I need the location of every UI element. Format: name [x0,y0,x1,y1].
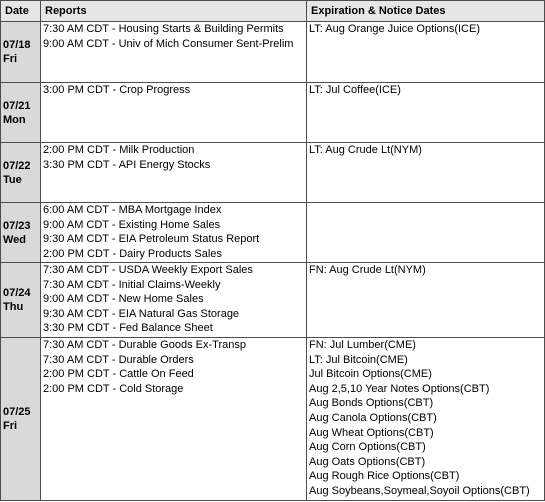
expiration-item: LT: Jul Bitcoin(CME) [309,353,408,366]
reports-cell [41,22,307,83]
reports-cell [41,338,307,501]
expiration-item: Aug Oats Options(CBT) [309,455,426,468]
expiration-cell [307,22,545,83]
report-item: 2:00 PM CDT - Milk Production [43,144,195,156]
report-item: 7:30 AM CDT - USDA Weekly Export Sales [43,264,253,276]
report-item: 9:00 AM CDT - New Home Sales [43,293,204,306]
report-item: 2:00 PM CDT - Dairy Products Sales [43,247,222,260]
table-row [1,143,545,203]
expiration-item: FN: Jul Lumber(CME) [309,339,416,351]
table-row [1,22,545,83]
expiration-item: Aug Bonds Options(CBT) [309,397,434,410]
date-cell [1,203,41,263]
date-cell [1,263,41,338]
expiration-column-header: Expiration & Notice Dates [307,1,545,22]
report-item: 9:30 AM CDT - EIA Natural Gas Storage [43,307,240,320]
expiration-cell [307,203,545,263]
reports-cell [41,203,307,263]
calendar-body [1,22,545,501]
expiration-cell [307,83,545,143]
table-row [1,338,545,501]
weekday-label: Tue [3,173,22,186]
report-item: 6:00 AM CDT - MBA Mortgage Index [43,204,222,216]
date-cell [1,338,41,501]
reports-cell [41,83,307,143]
weekday-label: Fri [3,420,18,432]
date-label: 07/23 [3,219,31,232]
report-item: 2:00 PM CDT - Cattle On Feed [43,368,194,381]
expiration-item: Aug Wheat Options(CBT) [309,426,434,439]
expiration-item: Aug Rough Rice Options(CBT) [309,470,460,483]
report-item: 3:30 PM CDT - Fed Balance Sheet [43,322,213,335]
weekday-label: Mon [3,113,26,126]
report-item: 3:30 PM CDT - API Energy Stocks [43,158,211,171]
expiration-item: LT: Aug Crude Lt(NYM) [309,144,422,156]
date-label: 07/21 [3,99,31,112]
table-row [1,203,545,263]
reports-column-header: Reports [41,1,307,22]
date-label: 07/22 [3,159,31,172]
reports-cell [41,143,307,203]
reports-cell [41,263,307,338]
expiration-item: Aug Corn Options(CBT) [309,441,426,454]
expiration-item: Aug Canola Options(CBT) [309,411,437,424]
report-item: 7:30 AM CDT - Durable Orders [43,353,194,366]
expiration-cell [307,338,545,501]
date-label: 07/25 [3,406,31,418]
weekday-label: Thu [3,301,24,313]
date-cell [1,143,41,203]
report-item: 7:30 AM CDT - Durable Goods Ex-Transp [43,339,246,351]
expiration-item: LT: Aug Orange Juice Options(ICE) [309,23,480,35]
table-row [1,83,545,143]
report-item: 3:00 PM CDT - Crop Progress [43,84,191,96]
report-item: 9:00 AM CDT - Univ of Mich Consumer Sent-Prelim [43,37,294,50]
header-row [1,1,545,22]
report-item: 9:00 AM CDT - Existing Home Sales [43,218,221,231]
report-item: 7:30 AM CDT - Housing Starts & Building Permits [43,23,284,35]
expiration-item: Jul Bitcoin Options(CME) [309,368,432,381]
date-column-header: Date [1,1,41,22]
date-label: 07/18 [3,39,31,51]
date-cell [1,22,41,83]
weekday-label: Fri [3,53,18,65]
expiration-item: Aug 2,5,10 Year Notes Options(CBT) [309,382,490,395]
date-label: 07/24 [3,287,31,299]
expiration-cell [307,263,545,338]
expiration-item: LT: Jul Coffee(ICE) [309,84,401,96]
expiration-item: FN: Aug Crude Lt(NYM) [309,264,426,276]
table-row [1,263,545,338]
expiration-item: Aug Soybeans,Soymeal,Soyoil Options(CBT) [309,484,530,497]
date-cell [1,83,41,143]
report-item: 9:30 AM CDT - EIA Petroleum Status Report [43,233,260,246]
expiration-cell [307,143,545,203]
report-item: 7:30 AM CDT - Initial Claims-Weekly [43,278,221,291]
weekday-label: Wed [3,233,27,246]
report-item: 2:00 PM CDT - Cold Storage [43,382,184,395]
